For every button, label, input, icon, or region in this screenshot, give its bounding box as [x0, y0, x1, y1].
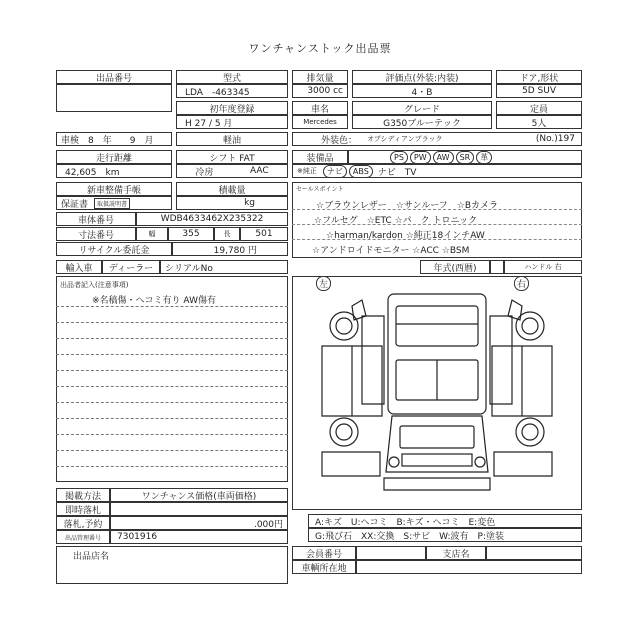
chassis-value: WDB4633462X235322 [136, 212, 288, 226]
legend-line-1: A:キズ U:ヘコミ B:キズ・ヘコミ E:変色 [308, 514, 582, 528]
sales-point-label: セールスポイント [296, 186, 344, 193]
equip-aw: AW [433, 151, 454, 164]
shift-cell: シフト FAT [176, 150, 288, 164]
lot-number-value [56, 84, 172, 112]
grade-value: G350ブルーテック [352, 115, 492, 129]
dims-label: 寸法番号 [56, 227, 136, 241]
capacity-label: 定員 [496, 101, 582, 115]
serial-cell: シリアルNo [160, 260, 288, 274]
method-value: ワンチャンス価格(車両価格) [110, 488, 288, 502]
equipment-label: 装備品 [292, 150, 348, 164]
color-cell: 外装色： オブシディアンブラック (No.)197 [292, 132, 582, 146]
number-value: 7301916 [110, 530, 288, 544]
recycle-value: 19,780 円 [172, 242, 288, 256]
length-label: 長 [214, 227, 240, 241]
score-value: 4・B [352, 84, 492, 98]
fuel-cell: 軽油 [176, 132, 288, 146]
notes-line-1: ※名稿傷・ヘコミ有り AW傷有 [92, 296, 216, 306]
registry-label: 車輌所在地 [292, 560, 356, 574]
member-value [356, 546, 426, 560]
instant-value [110, 502, 288, 516]
sales-point-1: ☆ブラウンレザー ☆サンルーフ ☆Bカメラ [316, 201, 499, 211]
equipment-row2: ※純正 ナビ ABS ナビ TV [292, 164, 582, 178]
equip-ps: PS [390, 151, 408, 164]
diagram-left-label: 左 [316, 276, 331, 291]
legend-line-2: G:飛び石 XX:交換 S:サビ W:波有 P:塗装 [308, 528, 582, 542]
sales-point-2: ☆フルセグ ☆ETC ☆パ ク トロニック [314, 216, 478, 226]
car-diagram [292, 276, 582, 510]
equip-pw: PW [410, 151, 431, 164]
grade-label: グレード [352, 101, 492, 115]
handle-cell: ハンドル 右 [504, 260, 582, 274]
model-label: 型式 [176, 70, 288, 84]
model-value: LDA -463345 [176, 84, 288, 98]
shaken-cell: 車検 8 年 9 月 [56, 132, 172, 146]
equip-navi: ナビ [323, 165, 347, 178]
equipment-row1 [348, 150, 582, 164]
width-value: 355 [168, 227, 214, 241]
diagram-right-label: 右 [514, 276, 529, 291]
method-label: 掲載方法 [56, 488, 110, 502]
mileage-value: 42,605 km [56, 164, 172, 178]
chassis-label: 車体番号 [56, 212, 136, 226]
loading-value: kg [176, 196, 288, 210]
branch-label: 支店名 [426, 546, 486, 560]
doors-value: 5D SUV [496, 84, 582, 98]
new-car-warranty-label: 新車整備手帳 [56, 182, 172, 196]
lot-number-label: 出品番号 [56, 70, 172, 84]
first-reg-value: H 27 / 5 月 [176, 115, 288, 129]
warranty-cell: 保証書 取扱説明書 [56, 196, 172, 210]
registry-value [356, 560, 582, 574]
first-reg-label: 初年度登録 [176, 101, 288, 115]
equip-sr: SR [456, 151, 475, 164]
car-name-label: 車名 [292, 101, 348, 115]
length-value: 501 [240, 227, 288, 241]
recycle-label: リサイクル委託金 [56, 242, 172, 256]
aircon-cell: 冷房 AAC [176, 164, 288, 178]
member-label: 会員番号 [292, 546, 356, 560]
year-value [490, 260, 504, 274]
score-label: 評価点(外装:内装) [352, 70, 492, 84]
import-label: 輸入車 [56, 260, 102, 274]
dealer-cell: ディーラー [102, 260, 160, 274]
sales-point-4: ☆アンドロイドモニター ☆ACC ☆BSM [312, 246, 470, 256]
mileage-label: 走行距離 [56, 150, 172, 164]
contract-label: 落札,予約 [56, 516, 110, 530]
doors-label: ドア,形状 [496, 70, 582, 84]
equip-leather: 革 [476, 151, 492, 164]
width-label: 幅 [136, 227, 168, 241]
sales-point-3: ☆harman/kardon ☆純正18インチAW [326, 231, 485, 241]
car-name-value: Mercedes [292, 115, 348, 129]
capacity-value: 5人 [496, 115, 582, 129]
signature-box: 出品店名 [56, 546, 288, 584]
equip-abs: ABS [349, 165, 373, 178]
branch-value [486, 546, 582, 560]
notes-header: 出品者記入(注意事項) [60, 281, 129, 289]
cc-label: 排気量 [292, 70, 348, 84]
price-value: .000円 [110, 516, 288, 530]
year-label: 年式(西暦) [420, 260, 490, 274]
page-title: ワンチャンストック出品票 [248, 42, 392, 55]
cc-value: 3000 cc [292, 84, 348, 98]
instant-label: 即時落札 [56, 502, 110, 516]
number-label: 出品管理番号 [56, 530, 110, 544]
loading-label: 積載量 [176, 182, 288, 196]
